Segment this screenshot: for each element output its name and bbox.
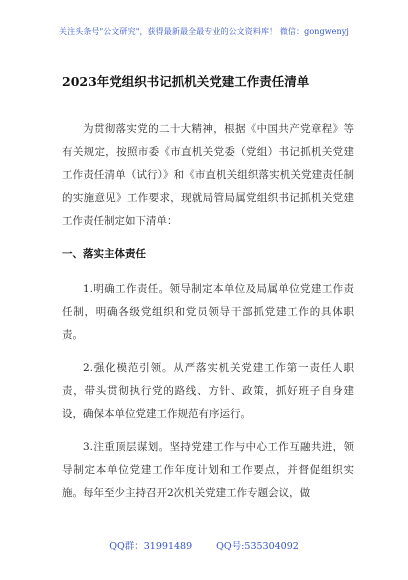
section-heading-1: 一、落实主体责任 xyxy=(62,248,146,260)
footer-contact xyxy=(0,538,408,552)
footer-qq-number: QQ号:535304092 xyxy=(216,541,299,552)
document-title: 2023年党组织书记抓机关党建工作责任清单 xyxy=(62,74,310,89)
list-item-1: 1.明确工作责任。领导制定本单位及局属单位党建工作责任制，明确各级党组织和党员领导干部抓党建工作的具体职责。 xyxy=(62,283,354,341)
document-body xyxy=(62,118,354,515)
list-item-2: 2.强化模范引领。从严落实机关党建工作第一责任人职责，带头贯彻执行党的路线、方针、政策，抓好班子自身建设，确保本单位党建工作规范有序运行。 xyxy=(62,362,354,420)
footer-qq-group: QQ群：31991489 xyxy=(109,541,193,552)
header-promo-note: 关注头条号"公文研究"，获得最新最全最专业的公文资料库！ 微信：gongwenyj xyxy=(59,27,349,36)
list-item-3: 3.注重顶层谋划。坚持党建工作与中心工作互融共进，领导制定本单位党建工作年度计划和工作要点，并督促组织实施。每年至少主持召开2次机关党建工作专题会议，做 xyxy=(62,441,354,499)
intro-paragraph: 为贯彻落实党的二十大精神，根据《中国共产党章程》等有关规定，按照市委《市直机关党委（党组）书记抓机关党建工作责任清单（试行）》和《市直机关组织落实机关党建责任制的实施意见》工作要求，现就局管局属党组织书记抓机关党建工作责任制定如下清单： xyxy=(62,123,354,227)
